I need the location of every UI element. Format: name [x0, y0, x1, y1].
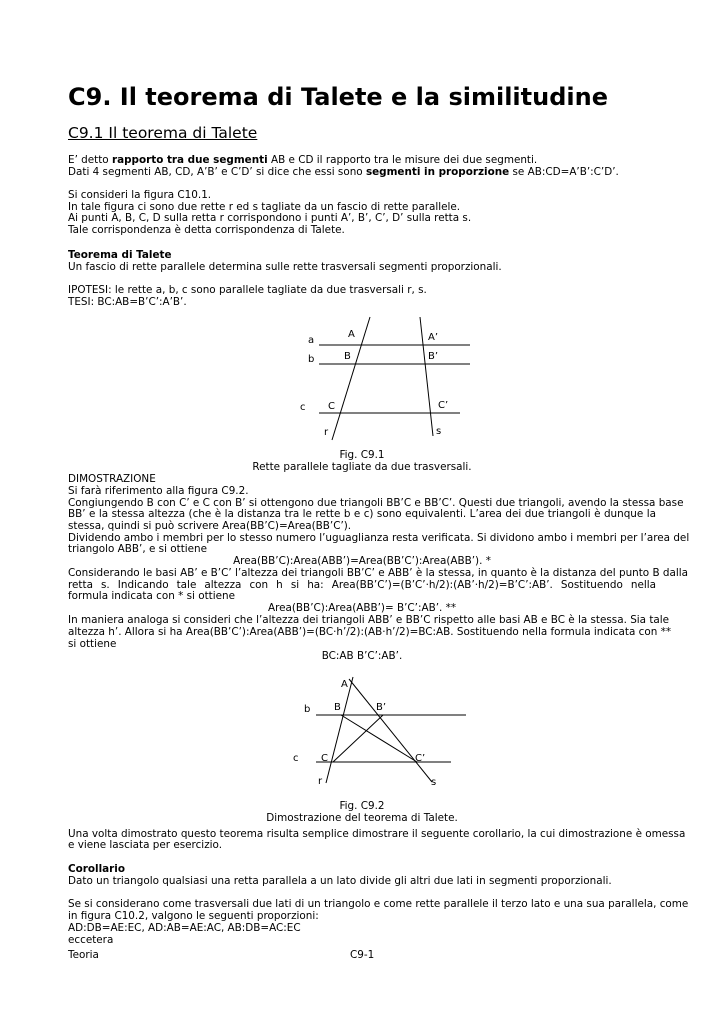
label-a: a: [308, 335, 315, 346]
label-C-prime: C’: [415, 753, 426, 764]
figure-caption: Dimostrazione del teorema di Talete.: [266, 812, 458, 824]
label-B: B: [334, 702, 341, 713]
proof-line: BB’ e la stessa altezza (che è la distanza tra le rette b e c) sono equivalenti. L’area dei due triangoli è dunque la: [68, 508, 656, 520]
transversal-s: [349, 679, 432, 782]
label-C-prime: C’: [438, 400, 449, 411]
label-C: C: [321, 753, 328, 764]
label-c: c: [293, 753, 299, 764]
page-title: C9. Il teorema di Talete e la similitudine: [68, 83, 608, 111]
proof-line: In maniera analoga si consideri che l’altezza dei triangoli ABB’ e BB’C rispetto alle basi AB e BC è la stessa. Sia tale: [68, 614, 670, 626]
figure-number: Fig. C9.1: [339, 449, 385, 461]
label-B: B: [344, 351, 351, 362]
proof-line: triangolo ABB’, e si ottiene: [68, 543, 208, 555]
paragraph-line: In tale figura ci sono due rette r ed s tagliate da un fascio di rette parallele.: [68, 201, 461, 213]
proof-line: Congiungendo B con C’ e C con B’ si ottengono due triangoli BB’C e BB’C’. Questi due triangoli, avendo la stessa base: [68, 497, 684, 509]
equation-1: Area(BB’C):Area(ABB’)=Area(BB’C’):Area(ABB’). *: [233, 555, 491, 567]
proof-line: Dividendo ambo i membri per lo stesso numero l’uguaglianza resta verificata. Si dividono ambo i membri per l’area del: [68, 532, 690, 544]
label-s: s: [436, 426, 442, 437]
label-B-prime: B’: [376, 702, 387, 713]
corollary-heading: Corollario: [68, 863, 125, 875]
label-b: b: [308, 354, 315, 365]
equation-2: Area(BB’C):Area(ABB’)= B’C’:AB’. **: [267, 602, 457, 614]
proof-line: stessa, quindi si può scrivere Area(BB’C)=Area(BB’C’).: [68, 520, 352, 532]
paragraph-line: in figura C10.2, valgono le seguenti proporzioni:: [68, 910, 319, 922]
paragraph-line: Tale corrispondenza è detta corrispondenza di Talete.: [68, 224, 345, 236]
label-C: C: [328, 401, 335, 412]
segment-C-B-prime: [333, 715, 383, 762]
label-A-prime: A’: [428, 332, 439, 343]
proportions-line: AD:DB=AE:EC, AD:AB=AE:AC, AB:DB=AC:EC: [68, 922, 301, 934]
proof-line: Considerando le basi AB’ e B’C’ l’altezza dei triangoli BB’C’ e ABB’ è la stessa, in quanto è la distanza del punto B dalla: [68, 567, 689, 579]
label-A: A: [341, 679, 348, 690]
label-c: c: [300, 402, 306, 413]
label-A: A: [348, 329, 355, 340]
proof-line: Si farà riferimento alla figura C9.2.: [68, 485, 249, 497]
proof-line: formula indicata con * si ottiene: [68, 590, 235, 602]
paragraph-line: Ai punti A, B, C, D sulla retta r corrispondono i punti A’, B’, C’, D’ sulla retta s.: [68, 212, 472, 224]
intro-line-2: Dati 4 segmenti AB, CD, A’B’ e C’D’ si dice che essi sono segmenti in proporzione se AB:CD=A’B’:C’D’.: [68, 166, 619, 178]
footer-page-number: C9-1: [350, 949, 375, 961]
section-title: C9.1 Il teorema di Talete: [68, 124, 258, 142]
figure-c9-2: [285, 672, 485, 797]
ipotesi-line: IPOTESI: le rette a, b, c sono parallele tagliate da due trasversali r, s.: [68, 284, 427, 296]
paragraph-line: e viene lasciata per esercizio.: [68, 839, 223, 851]
segment-B-C-prime: [341, 715, 417, 762]
proof-line: si ottiene: [68, 638, 117, 650]
label-B-prime: B’: [428, 351, 439, 362]
paragraph-line: Se si considerano come trasversali due lati di un triangolo e come rette parallele il terzo lato e una sua parallela, come: [68, 898, 689, 910]
proof-line: retta s. Indicando tale altezza con h si ha: Area(BB’C’)=(B’C’·h/2):(AB’·h/2)=B’C’:AB’. Sostituendo nella: [68, 579, 656, 591]
theorem-heading: Teorema di Talete: [68, 249, 172, 261]
paragraph-line: eccetera: [68, 934, 114, 946]
figure-caption: Rette parallele tagliate da due trasversali.: [252, 461, 472, 473]
corollary-statement: Dato un triangolo qualsiasi una retta parallela a un lato divide gli altri due lati in segmenti proporzionali.: [68, 875, 612, 887]
footer-left: Teoria: [68, 949, 99, 961]
equation-3: BC:AB B’C’:AB’.: [321, 650, 403, 662]
figure-c9-1: [290, 312, 490, 442]
figure-number: Fig. C9.2: [339, 800, 385, 812]
label-r: r: [324, 427, 329, 438]
paragraph-line: Una volta dimostrato questo teorema risulta semplice dimostrare il seguente corollario, la cui dimostrazione è omessa: [68, 828, 686, 840]
theorem-statement: Un fascio di rette parallele determina sulle rette trasversali segmenti proporzionali.: [68, 261, 502, 273]
label-s: s: [431, 777, 437, 788]
label-b: b: [304, 704, 311, 715]
transversal-r: [326, 677, 353, 783]
proof-heading: DIMOSTRAZIONE: [68, 473, 156, 485]
tesi-line: TESI: BC:AB=B’C’:A’B’.: [68, 296, 187, 308]
paragraph-line: Si consideri la figura C10.1.: [68, 189, 212, 201]
proof-line: altezza h’. Allora si ha Area(BB’C’):Area(ABB’)=(BC·h’/2):(AB·h’/2)=BC:AB. Sostituendo nella formula indicata con **: [68, 626, 672, 638]
intro-line-1: E’ detto rapporto tra due segmenti AB e CD il rapporto tra le misure dei due segmenti.: [68, 154, 538, 166]
label-r: r: [318, 776, 323, 787]
